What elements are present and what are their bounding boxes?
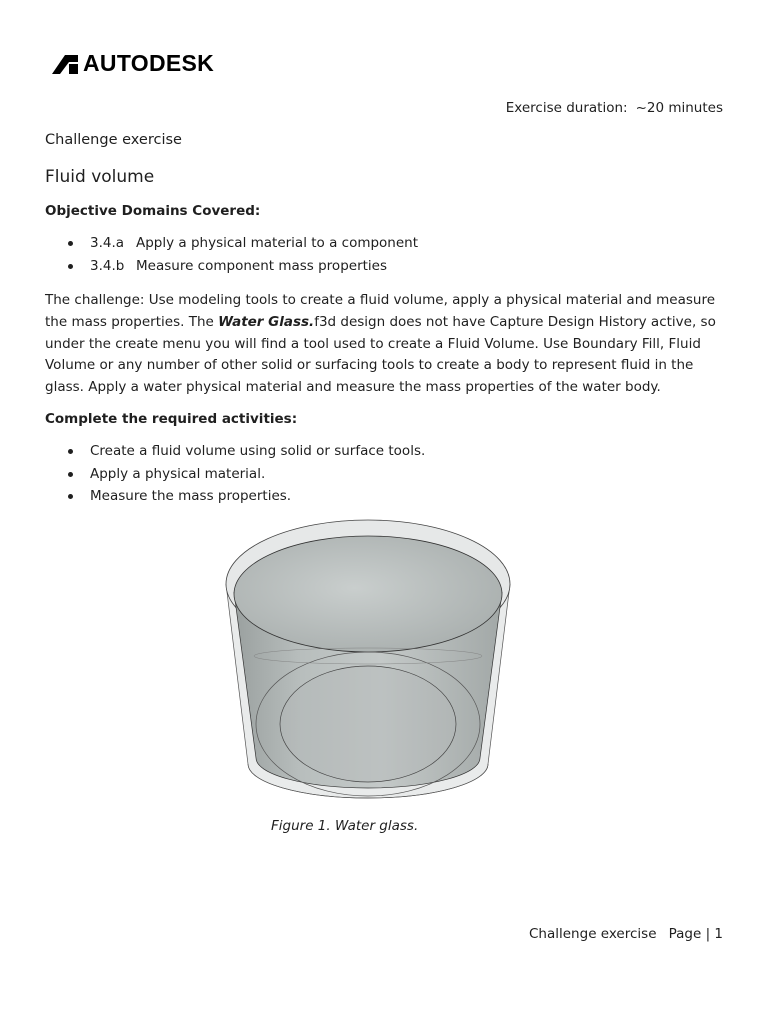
objective-item <box>45 232 418 255</box>
figure-caption: Figure 1. Water glass. <box>271 818 419 834</box>
activity-item: Measure the mass properties. <box>45 485 425 508</box>
challenge-paragraph <box>45 290 730 399</box>
objective-text: Measure component mass properties <box>136 257 388 274</box>
design-name: Water Glass. <box>218 313 315 330</box>
objectives-list <box>45 232 418 277</box>
activity-item: Apply a physical material. <box>45 463 425 486</box>
challenge-rest: f3d design does not have Capture Design History active, so under the create menu you will find a tool used to create a Fluid Volume. Use Boundary Fill, Fluid Volume or any number of other solid or surfacing tools to create a body to represent fluid in the glass. Apply a water physical material and measure the mass properties of the water body. <box>45 313 716 396</box>
exercise-kicker: Challenge exercise <box>45 132 182 148</box>
objective-item <box>45 255 418 278</box>
activities-list <box>45 440 425 508</box>
objective-text: Apply a physical material to a component <box>136 235 419 251</box>
exercise-duration <box>506 100 723 116</box>
duration-value: ~20 minutes <box>635 100 723 116</box>
footer-section: Challenge exercise <box>529 926 657 942</box>
activities-heading: Complete the required activities: <box>45 411 298 427</box>
objective-code: 3.4.b <box>90 257 125 274</box>
water-glass-figure <box>220 514 516 806</box>
challenge-intro: The challenge: Use modeling tools to create a fluid volume, apply a physical material and measure the mass properties. The <box>45 292 715 330</box>
activity-item: Create a fluid volume using solid or surface tools. <box>45 440 425 463</box>
autodesk-logo-icon <box>52 54 78 74</box>
autodesk-logo <box>52 52 214 75</box>
page-number: Page | 1 <box>668 926 723 942</box>
objectives-heading: Objective Domains Covered: <box>45 203 261 219</box>
duration-label: Exercise duration: <box>505 100 628 116</box>
page-title: Fluid volume <box>45 167 155 187</box>
brand-name: AUTODESK <box>83 50 215 76</box>
water-glass-image <box>220 514 516 806</box>
objective-code: 3.4.a <box>90 235 125 251</box>
